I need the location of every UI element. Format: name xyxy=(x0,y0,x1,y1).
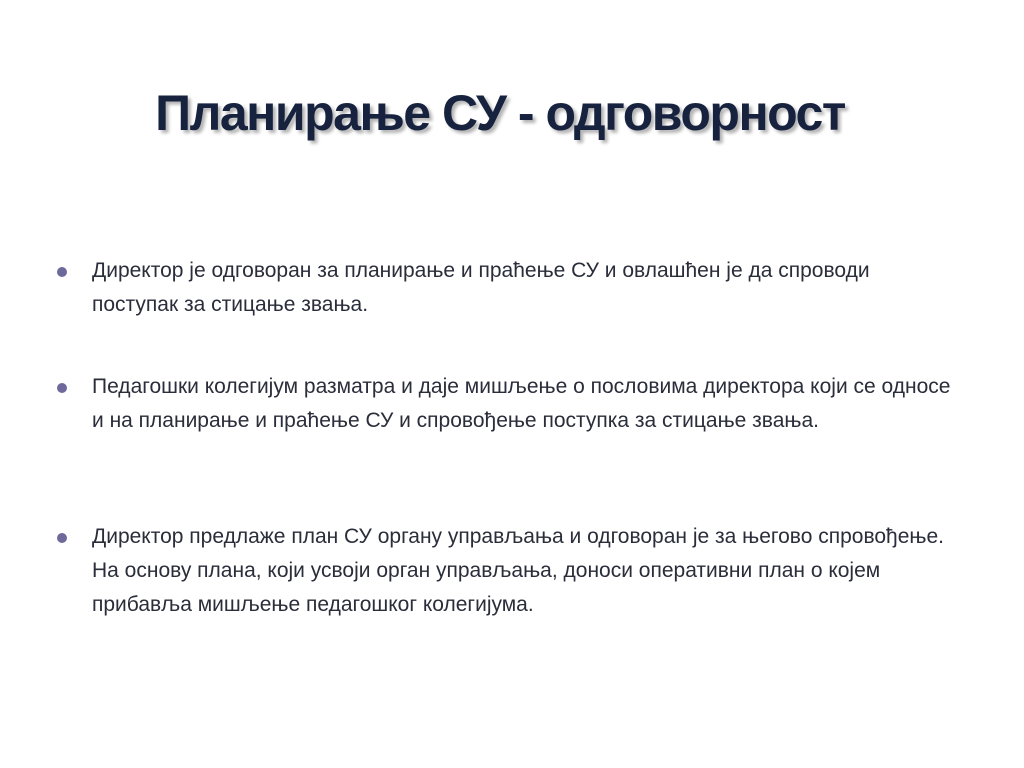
bullet-dot-icon xyxy=(56,254,92,288)
bullet-dot-icon xyxy=(56,370,92,404)
slide-title: Планирање СУ - одговорност xyxy=(155,85,845,141)
bullet-text: Директор предлаже план СУ органу управљања и одговоран је за његово спровођење. На основу плана, који усвоји орган управљања, доноси оперативни план о којем прибавља мишљење педагошког колегијума. xyxy=(92,525,944,616)
bullet-item xyxy=(56,254,956,322)
bullet-item xyxy=(56,520,956,622)
bullet-text: Директор је одговоран за планирање и праћење СУ и овлашћен је да спроводи поступак за стицање звања. xyxy=(92,259,870,316)
bullet-text: Педагошки колегијум разматра и даје мишљење о пословима директора који се односе и на планирање и праћење СУ и спровођење поступка за стицање звања. xyxy=(92,375,951,432)
bullet-dot-icon xyxy=(56,520,92,554)
bullet-item xyxy=(56,370,956,438)
